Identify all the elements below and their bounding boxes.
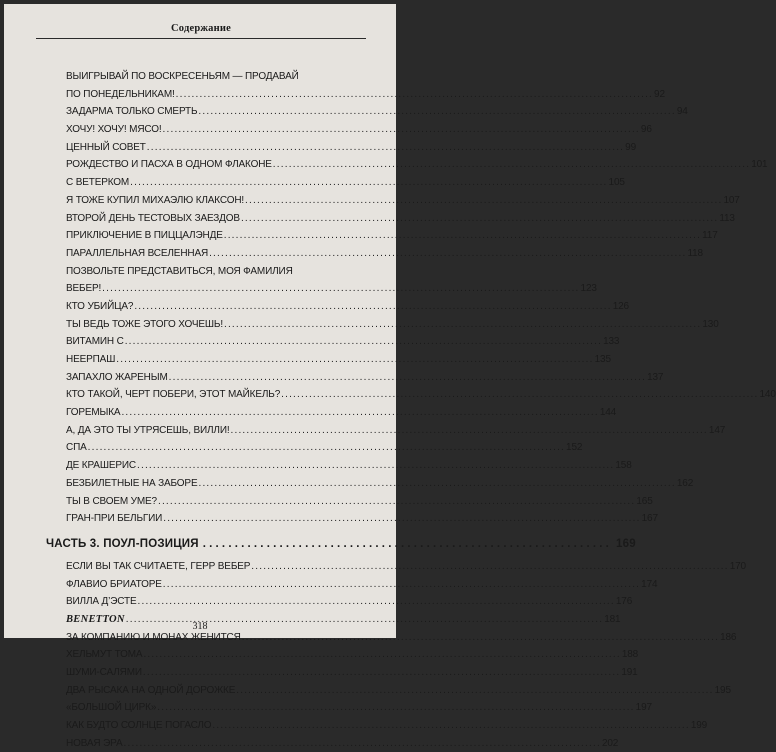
toc-entry-page: 107 — [723, 194, 740, 206]
toc-entry-page: 162 — [676, 477, 694, 489]
dot-leader — [212, 717, 689, 735]
toc-entry-page: 140 — [759, 389, 776, 401]
toc-entry-page: 197 — [635, 702, 652, 714]
book-page — [4, 4, 776, 749]
toc-entry-page: 147 — [708, 424, 726, 436]
toc-entry-page: 126 — [612, 300, 629, 312]
toc-entry — [66, 351, 611, 369]
toc-entry-page: 96 — [640, 124, 652, 136]
toc-entry-title: А, ДА ЭТО ТЫ УТРЯСЕШЬ, ВИЛЛИ! — [66, 424, 230, 436]
toc-entry-title: КТО УБИЙЦА? — [66, 300, 134, 312]
toc-entry-page: 137 — [647, 371, 664, 383]
running-header — [36, 18, 366, 39]
toc-entry-page: 191 — [621, 667, 638, 678]
dot-leader — [158, 493, 635, 511]
toc-entry — [66, 245, 703, 263]
dot-leader — [198, 103, 675, 121]
toc-entry — [66, 576, 658, 594]
toc-entry — [66, 593, 633, 611]
dot-leader — [241, 210, 718, 228]
toc-entry — [66, 735, 619, 752]
dot-leader — [143, 664, 620, 682]
toc-entry — [66, 457, 632, 475]
toc-entry — [66, 646, 639, 664]
toc-entry-page: 152 — [566, 442, 583, 454]
toc-entry-title: Я ТОЖЕ КУПИЛ МИХАЭЛЮ КЛАКСОН! — [66, 194, 245, 206]
toc-entry-title: BENETTON — [66, 613, 125, 625]
toc-entry-page: 202 — [601, 737, 619, 749]
dot-leader — [121, 404, 598, 422]
dot-leader — [137, 457, 614, 475]
toc-entry-title: ПО ПОНЕДЕЛЬНИКАМ! — [66, 88, 175, 100]
toc-entry-title: БЕЗБИЛЕТНЫЕ НА ЗАБОРЕ — [66, 477, 198, 489]
toc-entry — [66, 316, 719, 334]
part-page: 169 — [616, 537, 636, 550]
toc-entry — [66, 156, 768, 174]
toc-entry-title: КАК БУДТО СОЛНЦЕ ПОГАСЛО — [66, 720, 212, 732]
toc-entry-page: 99 — [625, 141, 636, 153]
dot-leader — [137, 593, 614, 611]
toc-entry-page: 165 — [636, 495, 653, 507]
dot-leader — [143, 646, 620, 664]
toc-entry — [66, 121, 652, 139]
toc-entry — [66, 699, 652, 717]
dot-leader — [157, 699, 634, 717]
toc-entry — [66, 682, 731, 700]
dot-leader — [163, 576, 640, 594]
dot-leader — [245, 192, 722, 210]
toc-entry-page: 130 — [702, 318, 719, 330]
toc-entry-title: РОЖДЕСТВО И ПАСХА В ОДНОМ ФЛАКОНЕ — [66, 159, 272, 171]
dot-leader — [209, 245, 686, 263]
toc-entry-page: 94 — [676, 106, 688, 118]
toc-entry-title: ШУМИ-САЛЯМИ — [66, 667, 142, 678]
toc-entry — [66, 192, 740, 210]
toc-entry-title: ТЫ ВЕДЬ ТОЖЕ ЭТОГО ХОЧЕШЬ! — [66, 318, 223, 330]
toc-entry-title: НОВАЯ ЭРА — [66, 737, 123, 749]
toc-entry — [66, 227, 718, 245]
toc-entry — [66, 333, 620, 351]
toc-entry-page: 113 — [719, 212, 735, 224]
toc-entry — [66, 422, 726, 440]
toc-entry-page: 188 — [621, 649, 639, 661]
toc-entry-page: 144 — [599, 407, 617, 419]
toc-entry-title: ХОЧУ! ХОЧУ! МЯСО! — [66, 124, 162, 136]
toc-entry — [66, 510, 658, 528]
toc-entry — [66, 174, 625, 192]
toc-entry — [66, 298, 629, 316]
toc-entry-page: 174 — [641, 578, 658, 590]
toc-entry-page: 186 — [720, 631, 737, 643]
dot-leader — [236, 682, 713, 700]
toc-entry — [66, 103, 688, 121]
toc-entry — [66, 717, 708, 735]
dot-leader — [203, 536, 612, 554]
toc-entry-page: 199 — [690, 720, 708, 732]
dot-leader — [124, 735, 601, 752]
dot-leader — [198, 475, 675, 493]
dot-leader — [116, 351, 593, 369]
dot-leader — [224, 227, 701, 245]
toc-entry-title: ВТОРОЙ ДЕНЬ ТЕСТОВЫХ ЗАЕЗДОВ — [66, 212, 240, 224]
toc-entry-title: ГРАН-ПРИ БЕЛЬГИИ — [66, 513, 163, 525]
toc-entry-title: ПРИКЛЮЧЕНИЕ В ПИЦЦАЛЭНДЕ — [66, 230, 223, 242]
toc-entry-title: ЦЕННЫЙ СОВЕТ — [66, 141, 146, 153]
toc-entry-title: ЗАПАХЛО ЖАРЕНЫМ — [66, 371, 168, 383]
toc-entry-title: ДЕ КРАШЕРИС — [66, 460, 136, 472]
toc-entry-title: ВИЛЛА Д’ЭСТЕ — [66, 596, 137, 608]
dot-leader — [231, 422, 708, 440]
toc-entry-page: 158 — [615, 460, 632, 472]
toc-entry — [66, 558, 746, 576]
dot-leader — [163, 510, 640, 528]
toc-entry-title: ПАРАЛЛЕЛЬНАЯ ВСЕЛЕННАЯ — [66, 247, 209, 259]
toc-entry-title: ТЫ В СВОЕМ УМЕ? — [66, 495, 157, 507]
header-title: Содержание — [171, 23, 231, 34]
dot-leader — [273, 156, 750, 174]
part-heading — [46, 536, 636, 556]
toc-entry — [66, 210, 735, 228]
toc-entry-title: ХЕЛЬМУТ ТОМА — [66, 649, 143, 661]
dot-leader — [88, 439, 565, 457]
toc-entry-page: 105 — [608, 177, 625, 189]
toc-entry-page: 170 — [729, 560, 746, 572]
table-of-contents — [46, 68, 776, 752]
toc-entry-page: 176 — [615, 596, 633, 608]
toc-entry-title: ФЛАВИО БРИАТОРЕ — [66, 578, 162, 590]
dot-leader — [134, 298, 611, 316]
dot-leader — [102, 280, 579, 298]
dot-leader — [281, 386, 758, 404]
toc-entry-page: 92 — [654, 88, 665, 100]
toc-entry-title: НЕЕРПАШ — [66, 354, 116, 365]
dot-leader — [176, 86, 653, 104]
toc-entry — [66, 263, 368, 281]
dot-leader — [130, 174, 607, 192]
toc-entry-page: 167 — [641, 513, 658, 525]
toc-entry — [66, 475, 694, 493]
toc-entry-page: 195 — [714, 684, 731, 696]
toc-entry — [66, 664, 638, 682]
page-number: 318 — [192, 621, 208, 632]
toc-entry-page: 181 — [604, 613, 621, 625]
dot-leader — [125, 333, 602, 351]
toc-entry — [66, 86, 665, 104]
toc-entry-title: ЕСЛИ ВЫ ТАК СЧИТАЕТЕ, ГЕРР ВЕБЕР — [66, 560, 251, 572]
toc-entry — [66, 68, 368, 86]
dot-leader — [251, 558, 728, 576]
toc-entry — [66, 404, 617, 422]
toc-entry-page: 101 — [751, 159, 768, 171]
toc-entry — [66, 439, 583, 457]
toc-entry — [66, 369, 664, 387]
toc-entry — [66, 280, 597, 298]
dot-leader — [163, 121, 640, 139]
toc-entry-title: ПОЗВОЛЬТЕ ПРЕДСТАВИТЬСЯ, МОЯ ФАМИЛИЯ — [66, 265, 293, 277]
part-title: ЧАСТЬ 3. ПОУЛ-ПОЗИЦИЯ — [46, 537, 199, 550]
toc-entry-title: ЗА КОМПАНИЮ И МОНАХ ЖЕНИТСЯ — [66, 631, 241, 643]
toc-entry — [66, 139, 636, 157]
toc-entry-page: 135 — [594, 354, 611, 365]
toc-entry-title: СПА — [66, 442, 87, 454]
toc-entry-title: КТО ТАКОЙ, ЧЕРТ ПОБЕРИ, ЭТОТ МАЙКЕЛЬ? — [66, 389, 281, 401]
dot-leader — [169, 369, 646, 387]
toc-entry-title: ВЫИГРЫВАЙ ПО ВОСКРЕСЕНЬЯМ — ПРОДАВАЙ — [66, 71, 299, 82]
toc-entry-title: ГОРЕМЫКА — [66, 407, 121, 419]
toc-entry-title: ВЕБЕР! — [66, 283, 102, 295]
toc-entry-page: 117 — [702, 230, 718, 242]
toc-entry-page: 118 — [687, 247, 703, 259]
toc-entry — [66, 493, 653, 511]
toc-entry-title: С ВЕТЕРКОМ — [66, 177, 130, 189]
toc-entry-title: ЗАДАРМА ТОЛЬКО СМЕРТЬ — [66, 106, 198, 118]
toc-entry-page: 123 — [580, 283, 597, 295]
toc-entry — [66, 386, 776, 404]
toc-entry-title: ДВА РЫСАКА НА ОДНОЙ ДОРОЖКЕ — [66, 684, 236, 696]
dot-leader — [147, 139, 624, 157]
toc-entry-page: 133 — [603, 336, 620, 348]
toc-entry-title: «БОЛЬШОЙ ЦИРК» — [66, 702, 157, 714]
dot-leader — [224, 316, 701, 334]
toc-entry-title: ВИТАМИН С — [66, 336, 124, 348]
